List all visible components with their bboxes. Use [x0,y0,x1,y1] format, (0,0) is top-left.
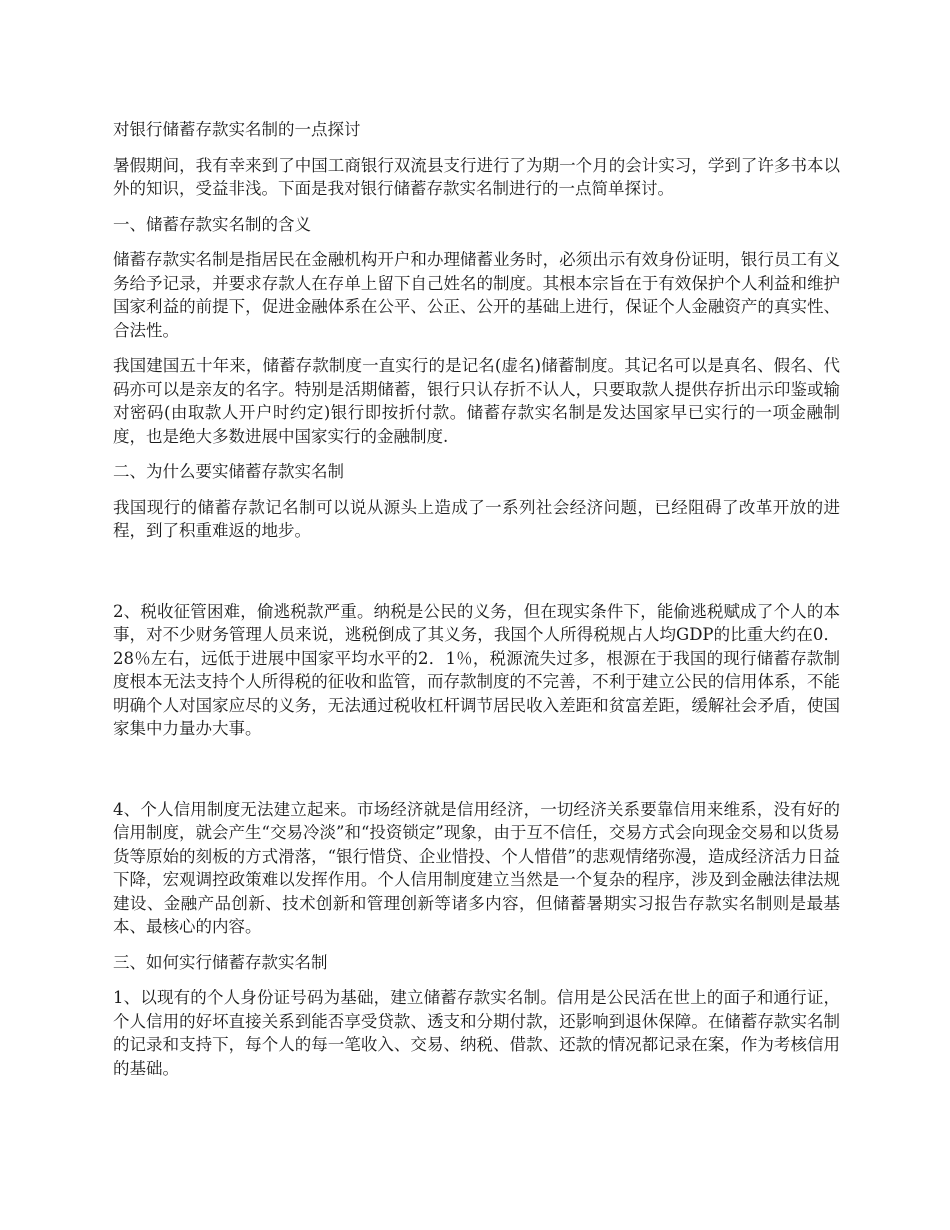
section-2-heading: 二、为什么要实储蓄存款实名制 [113,462,344,481]
section-2-paragraph-1: 我国现行的储蓄存款记名制可以说从源头上造成了一系列社会经济问题，已经阻碍了改革开放的进程，到了积重难返的地步。 [113,497,840,540]
section-1-heading: 一、储蓄存款实名制的含义 [113,214,311,234]
section-2-paragraph-2: 2、税收征管困难，偷逃税款严重。纳税是公民的义务，但在现实条件下，能偷逃税赋成了个人的本事，对不少财务管理人员来说，逃税倒成了其义务，我国个人所得税规占人均GDP的比重大约在0．28％左右，远低于进展中国家平均水平的2．1％，税源流失过多，根源在于我国的现行储蓄存款制度根本无法支持个人所得税的征收和监管，而存款制度的不完善，不利于建立公民的信用体系，不能明确个人对国家应尽的义务，无法通过税收杠杆调节居民收入差距和贫富差距，缓解社会矛盾，使国家集中力量办大事。 [113,601,840,738]
document-body [113,118,840,1092]
section-3-paragraph-1: 1、以现有的个人身份证号码为基础，建立储蓄存款实名制。信用是公民活在世上的面子和通行证，个人信用的好坏直接关系到能否享受贷款、透支和分期付款，还影响到退休保障。在储蓄存款实名制的记录和支持下，每个人的每一笔收入、交易、纳税、借款、还款的情况都记录在案，作为考核信用的基础。 [113,988,840,1078]
section-2-paragraph-3: 4、个人信用制度无法建立起来。市场经济就是信用经济，一切经济关系要靠信用来维系，没有好的信用制度，就会产生“交易冷淡”和“投资锁定”现象，由于互不信任，交易方式会向现金交易和以货易货等原始的刻板的方式滑落，“银行惜贷、企业惜投、个人惜借”的悲观情绪弥漫，造成经济活力日益下降，宏观调控政策难以发挥作用。个人信用制度建立当然是一个复杂的程序，涉及到金融法律法规建设、金融产品创新、技术创新和管理创新等诸多内容，但储蓄暑期实习报告存款实名制则是最基本、最核心的内容。 [113,799,840,936]
section-3-heading: 三、如何实行储蓄存款实名制 [113,952,328,972]
document-title: 对银行储蓄存款实名制的一点探讨 [113,120,361,139]
section-1-paragraph-2: 我国建国五十年来，储蓄存款制度一直实行的是记名(虚名)储蓄制度。其记名可以是真名、假名、代码亦可以是亲友的名字。特别是活期储蓄，银行只认存折不认人，只要取款人提供存折出示印鉴或输对密码(由取款人开户时约定)银行即按折付款。储蓄存款实名制是发达国家早已实行的一项金融制度，也是绝大多数进展中国家实行的金融制度. [113,356,840,446]
intro-paragraph: 暑假期间，我有幸来到了中国工商银行双流县支行进行了为期一个月的会计实习，学到了许多书本以外的知识，受益非浅。下面是我对银行储蓄存款实名制进行的一点简单探讨。 [113,155,840,198]
section-1-paragraph-1: 储蓄存款实名制是指居民在金融机构开户和办理储蓄业务时，必须出示有效身份证明，银行员工有义务给予记录，并要求存款人在存单上留下自己姓名的制度。其根本宗旨在于有效保护个人利益和维护国家利益的前提下，促进金融体系在公平、公正、公开的基础上进行，保证个人金融资产的真实性、合法性。 [113,250,840,340]
